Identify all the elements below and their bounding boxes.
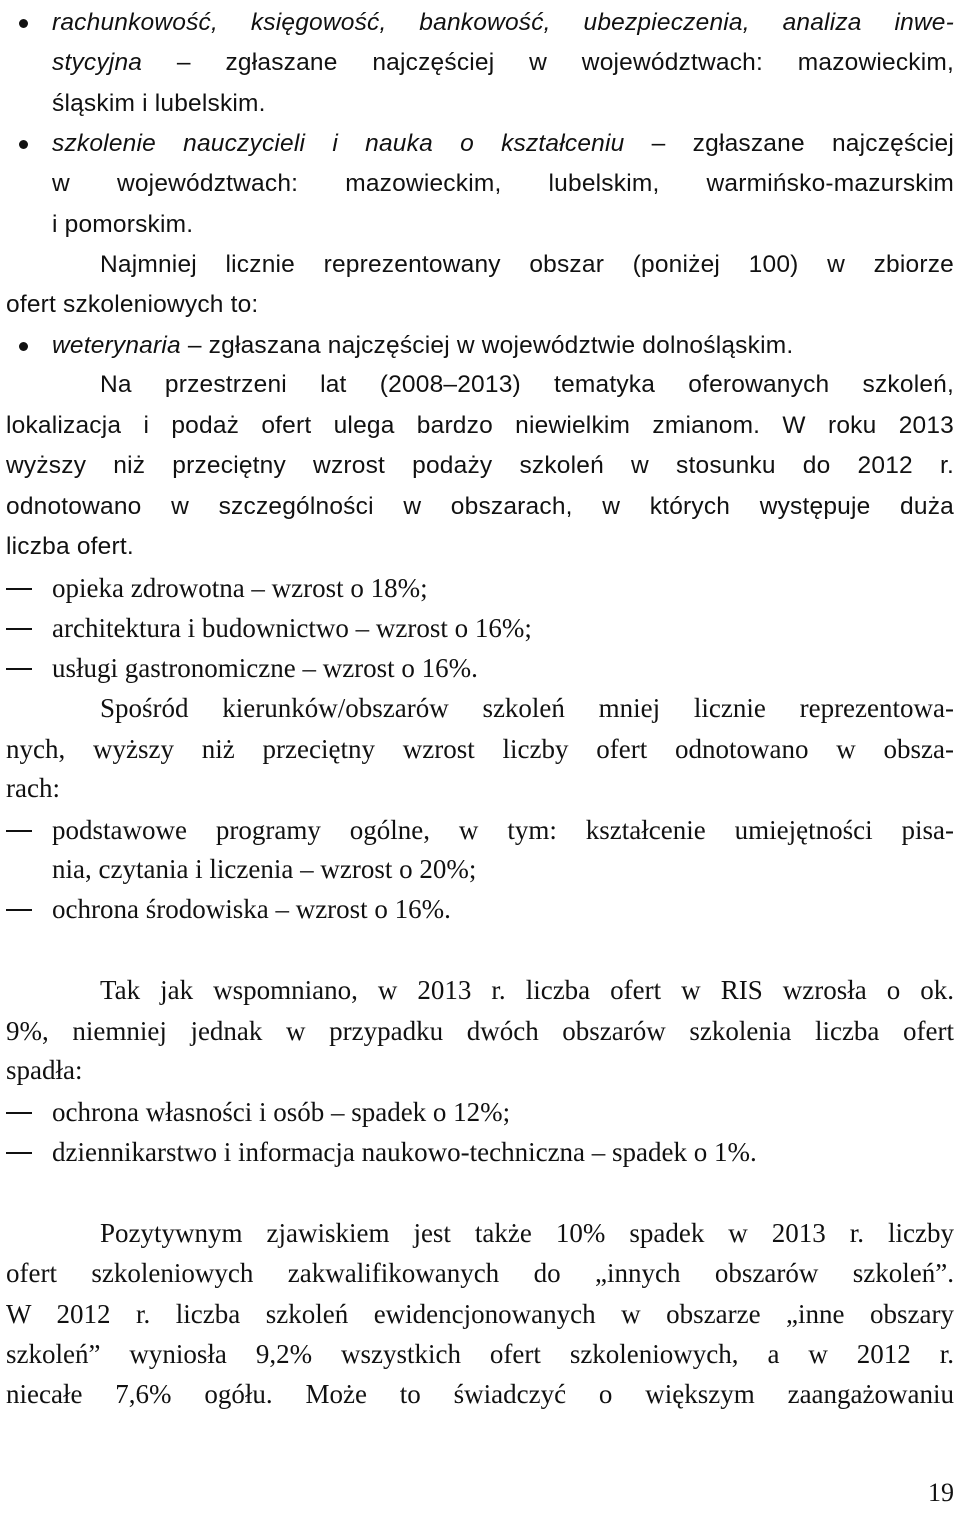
regular-text: liczba ofert.	[6, 533, 134, 560]
line-text	[52, 326, 954, 366]
dash-icon	[6, 889, 34, 929]
text-line	[0, 43, 960, 83]
line-text	[6, 285, 954, 325]
regular-text: rach:	[6, 773, 60, 803]
regular-text: Spośród kierunków/obszarów szkoleń mniej licznie reprezentowa-	[100, 693, 954, 723]
line-text	[6, 406, 954, 446]
line-text	[52, 43, 954, 83]
regular-text: – zgłaszane najczęściej w województwach: mazowieckim,	[142, 49, 954, 76]
page-number: 19	[928, 1478, 954, 1507]
line-text	[52, 205, 954, 245]
line-text	[52, 648, 954, 688]
regular-text: ochrona środowiska – wzrost o 16%.	[52, 894, 451, 924]
italic-term: rachunkowość, księgowość, bankowość, ubezpieczenia, analiza inwe-	[52, 9, 954, 36]
line-text	[52, 1132, 954, 1172]
text-line	[0, 285, 960, 325]
text-line	[0, 1294, 960, 1334]
line-text	[52, 124, 954, 164]
text-line	[0, 164, 960, 204]
text-line	[0, 810, 960, 850]
line-text	[100, 245, 954, 285]
regular-text: ofert szkoleniowych to:	[6, 291, 259, 318]
regular-text: architektura i budownictwo – wzrost o 16%;	[52, 613, 532, 643]
bullet-icon	[3, 3, 43, 43]
line-text	[52, 568, 954, 608]
text-line	[0, 245, 960, 285]
dash-icon	[6, 1132, 34, 1172]
text-line	[0, 205, 960, 245]
line-text	[6, 487, 954, 527]
regular-text: Pozytywnym zjawiskiem jest także 10% spadek w 2013 r. liczby	[100, 1218, 954, 1248]
dash-icon	[6, 608, 34, 648]
regular-text: – zgłaszana najczęściej w województwie dolnośląskim.	[180, 332, 794, 359]
line-text	[52, 1092, 954, 1132]
text-line	[0, 1050, 960, 1090]
line-text	[52, 810, 954, 850]
line-text	[52, 608, 954, 648]
regular-text: opieka zdrowotna – wzrost o 18%;	[52, 573, 428, 603]
line-text	[6, 1011, 954, 1051]
line-text	[52, 849, 954, 889]
text-line	[0, 1374, 960, 1414]
text-line	[0, 688, 960, 728]
regular-text: lokalizacja i podaż ofert ulega bardzo niewielkim zmianom. W roku 2013	[6, 412, 954, 439]
text-line	[0, 3, 960, 43]
dash-icon	[6, 1092, 34, 1132]
text-line	[0, 608, 960, 648]
bullet-icon	[3, 124, 43, 164]
regular-text: niecałe 7,6% ogółu. Może to świadczyć o większym zaangażowaniu	[6, 1379, 954, 1409]
italic-term: szkolenie nauczycieli i nauka o kształceniu	[52, 130, 625, 157]
line-text	[52, 889, 954, 929]
line-text	[52, 84, 954, 124]
line-text	[6, 1253, 954, 1293]
text-line	[0, 1213, 960, 1253]
line-text	[6, 527, 954, 567]
regular-text: podstawowe programy ogólne, w tym: kształcenie umiejętności pisa-	[52, 815, 954, 845]
text-line	[0, 84, 960, 124]
line-text	[100, 970, 954, 1010]
line-text	[6, 446, 954, 486]
text-line	[0, 406, 960, 446]
regular-text: śląskim i lubelskim.	[52, 90, 266, 117]
text-line	[0, 326, 960, 366]
text-line	[0, 970, 960, 1010]
italic-term: weterynaria	[52, 332, 181, 359]
text-line	[0, 1092, 960, 1132]
text-line	[0, 648, 960, 688]
line-text	[6, 768, 954, 808]
text-line	[0, 487, 960, 527]
text-line	[0, 365, 960, 405]
text-line	[0, 1253, 960, 1293]
line-text	[6, 1294, 954, 1334]
bullet-icon	[3, 326, 43, 366]
text-line	[0, 729, 960, 769]
regular-text: spadła:	[6, 1055, 83, 1085]
regular-text: wyższy niż przeciętny wzrost podaży szkoleń w stosunku do 2012 r.	[6, 452, 954, 479]
regular-text: – zgłaszane najczęściej	[624, 130, 954, 157]
line-text	[6, 729, 954, 769]
regular-text: nia, czytania i liczenia – wzrost o 20%;	[52, 854, 477, 884]
regular-text: usługi gastronomiczne – wzrost o 16%.	[52, 653, 478, 683]
regular-text: ofert szkoleniowych zakwalifikowanych do „innych obszarów szkoleń”.	[6, 1258, 954, 1288]
line-text	[6, 1050, 954, 1090]
text-line	[0, 1011, 960, 1051]
regular-text: Tak jak wspomniano, w 2013 r. liczba ofert w RIS wzrosła o ok.	[100, 975, 954, 1005]
text-line	[0, 768, 960, 808]
regular-text: nych, wyższy niż przeciętny wzrost liczby ofert odnotowano w obsza-	[6, 734, 954, 764]
text-line	[0, 527, 960, 567]
line-text	[52, 164, 954, 204]
text-line	[0, 568, 960, 608]
line-text	[52, 3, 954, 43]
dash-icon	[6, 568, 34, 608]
text-line	[0, 889, 960, 929]
regular-text: W 2012 r. liczba szkoleń ewidencjonowanych w obszarze „inne obszary	[6, 1299, 954, 1329]
line-text	[6, 1374, 954, 1414]
text-line	[0, 446, 960, 486]
dash-icon	[6, 648, 34, 688]
regular-text: odnotowano w szczególności w obszarach, w których występuje duża	[6, 493, 954, 520]
dash-icon	[6, 810, 34, 850]
regular-text: i pomorskim.	[52, 211, 194, 238]
line-text	[6, 1334, 954, 1374]
italic-term: stycyjna	[52, 49, 143, 76]
regular-text: w województwach: mazowieckim, lubelskim, warmińsko-mazurskim	[52, 170, 954, 197]
line-text	[100, 688, 954, 728]
regular-text: ochrona własności i osób – spadek o 12%;	[52, 1097, 511, 1127]
line-text	[100, 365, 954, 405]
text-line	[0, 1334, 960, 1374]
text-line	[0, 1132, 960, 1172]
text-line	[0, 849, 960, 889]
regular-text: szkoleń” wyniosła 9,2% wszystkich ofert szkoleniowych, a w 2012 r.	[6, 1339, 954, 1369]
line-text	[100, 1213, 954, 1253]
regular-text: dziennikarstwo i informacja naukowo-techniczna – spadek o 1%.	[52, 1137, 757, 1167]
regular-text: Na przestrzeni lat (2008–2013) tematyka oferowanych szkoleń,	[100, 371, 954, 398]
regular-text: 9%, niemniej jednak w przypadku dwóch obszarów szkolenia liczba ofert	[6, 1016, 954, 1046]
text-line	[0, 124, 960, 164]
regular-text: Najmniej licznie reprezentowany obszar (poniżej 100) w zbiorze	[100, 251, 954, 278]
